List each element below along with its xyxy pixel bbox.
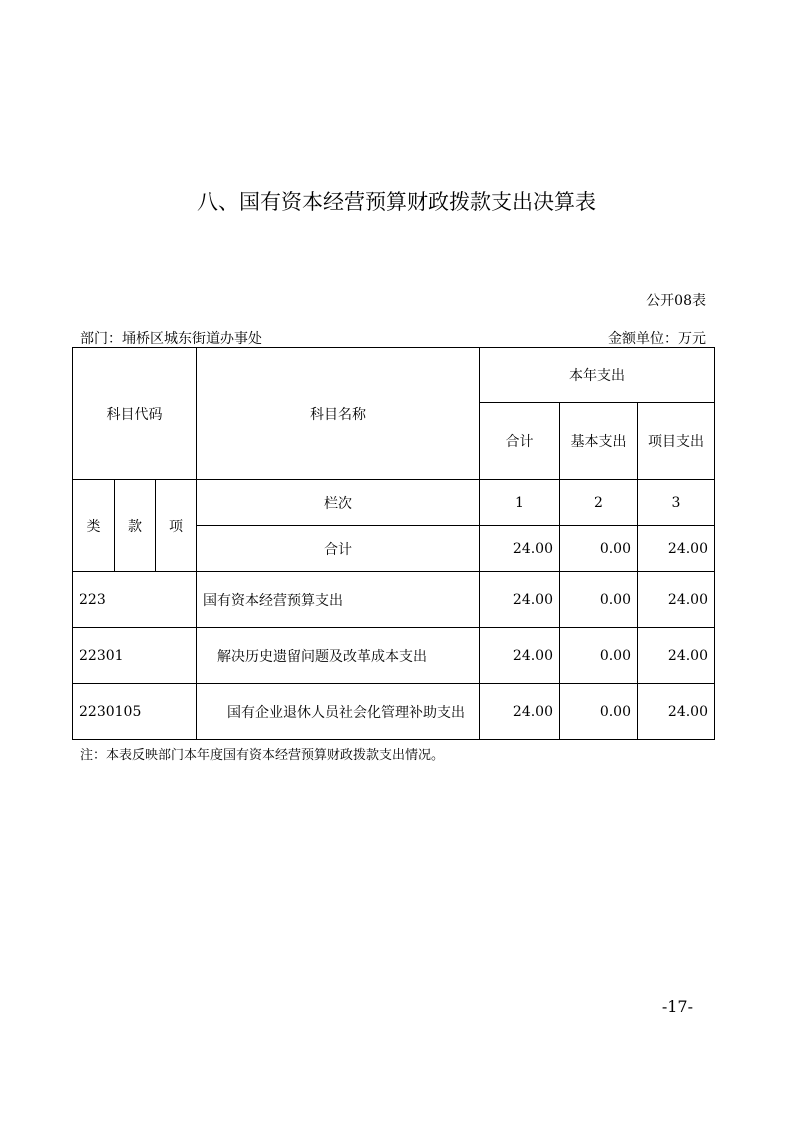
column-index-3: 3 [638, 480, 715, 526]
row-basic: 0.00 [560, 628, 638, 684]
header-xiang: 项 [156, 480, 197, 572]
row-name: 国有资本经营预算支出 [197, 572, 480, 628]
row-project: 24.00 [638, 684, 715, 740]
amount-unit-label: 金额单位：万元 [608, 331, 706, 347]
row-name: 解决历史遗留问题及改革成本支出 [197, 628, 480, 684]
table-note: 注：本表反映部门本年度国有资本经营预算财政拨款支出情况。 [80, 748, 445, 763]
row-total: 24.00 [480, 572, 560, 628]
table-row [73, 684, 715, 740]
page-number: -17- [661, 997, 693, 1016]
expense-table [72, 347, 715, 740]
row-total: 24.00 [480, 684, 560, 740]
header-basic: 基本支出 [560, 403, 638, 480]
column-index-1: 1 [480, 480, 560, 526]
row-name: 国有企业退休人员社会化管理补助支出 [197, 684, 480, 740]
row-basic: 0.00 [560, 572, 638, 628]
column-index-2: 2 [560, 480, 638, 526]
header-total: 合计 [480, 403, 560, 480]
header-project: 项目支出 [638, 403, 715, 480]
header-subject-code: 科目代码 [73, 348, 197, 480]
column-index-label: 栏次 [197, 480, 480, 526]
row-project: 24.00 [638, 572, 715, 628]
row-total: 24.00 [480, 628, 560, 684]
header-subject-name: 科目名称 [197, 348, 480, 480]
row-code: 223 [73, 572, 197, 628]
header-year-expense: 本年支出 [480, 348, 715, 403]
header-kuan: 款 [115, 480, 156, 572]
row-code: 2230105 [73, 684, 197, 740]
row-project: 24.00 [638, 628, 715, 684]
form-number: 公开08表 [646, 293, 706, 309]
sum-project: 24.00 [638, 526, 715, 572]
department-label: 部门：埇桥区城东街道办事处 [80, 331, 262, 347]
row-code: 22301 [73, 628, 197, 684]
sum-basic: 0.00 [560, 526, 638, 572]
sum-total: 24.00 [480, 526, 560, 572]
page-title: 八、国有资本经营预算财政拨款支出决算表 [197, 190, 596, 214]
header-lei: 类 [73, 480, 115, 572]
row-basic: 0.00 [560, 684, 638, 740]
sum-label: 合计 [197, 526, 480, 572]
table-row [73, 572, 715, 628]
table-row [73, 628, 715, 684]
